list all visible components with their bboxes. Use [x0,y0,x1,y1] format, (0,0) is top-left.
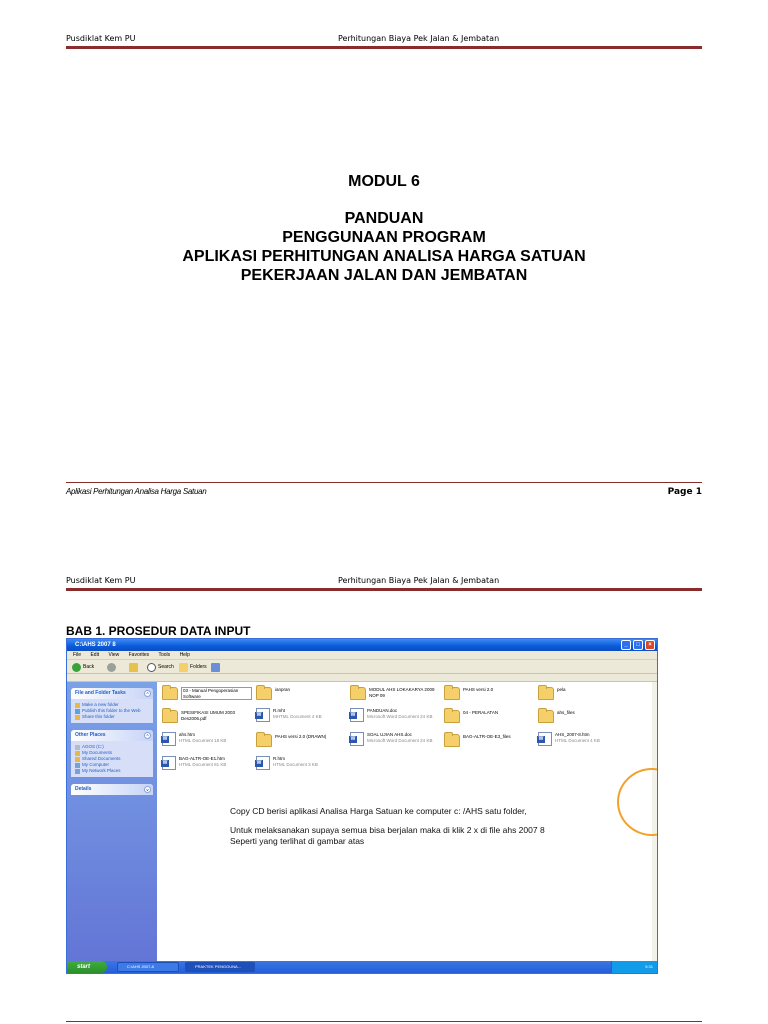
folder-icon [75,751,80,756]
place-my-documents[interactable]: My Documents [75,750,149,756]
folder-icon [444,687,460,700]
back-label: Back [83,664,95,670]
file-item[interactable]: ahs_files [538,710,628,723]
folder-icon [538,687,554,700]
file-item[interactable]: PAHS versi 2.0 [444,687,534,700]
task-pane [67,682,157,961]
file-item[interactable]: W ahs.htm HTML Document 18 KB [162,732,252,746]
maximize-icon[interactable]: □ [633,640,643,650]
chevron-down-icon[interactable]: v [144,786,151,793]
title-line-3: PENGGUNAAN PROGRAM [282,229,486,246]
place-shared-documents[interactable]: Shared Documents [75,756,149,762]
menu-tools[interactable]: Tools [158,652,171,658]
panel-title: File and Folder Tasks [75,690,126,696]
page-number: Page 1 [667,487,702,497]
publish-icon [75,709,80,714]
menu-view[interactable]: View [108,652,120,658]
computer-icon [75,763,80,768]
network-icon [75,769,80,774]
menu-favorites[interactable]: Favorites [128,652,150,658]
toolbar [67,660,657,674]
search-label: Search [158,664,174,670]
file-item[interactable]: W PANDUAN.doc Microsoft Word Document 24 KB [350,708,440,722]
panel-header[interactable] [71,784,153,795]
place-my-computer[interactable]: My Computer [75,762,149,768]
footer-left-text: Aplikasi Perhitungan Analisa Harga Satuan [66,487,207,496]
file-folder-tasks-panel [71,688,153,723]
header-left-text: Pusdiklat Kem PU [66,34,136,43]
footer-rule [66,1021,702,1022]
window-title: C:\AHS 2007 8 [75,642,116,648]
folder-icon [350,687,366,700]
taskbar-item-document[interactable]: PRAKTEK PENGGUNA... [185,962,255,972]
folder-icon [162,687,178,700]
folders-button[interactable] [179,662,207,672]
file-item-ahs-2007-8[interactable]: W AHS_2007-8.htm HTML Document 4 KB [538,732,628,746]
other-places-panel [71,730,153,777]
file-item[interactable]: PAHS versi 2.0 (DRAWN) [256,734,346,747]
word-document-icon [350,732,364,746]
start-button[interactable]: start [67,961,107,973]
section-heading: BAB 1. PROSEDUR DATA INPUT [66,624,251,638]
window-titlebar [67,639,657,651]
folders-icon [179,663,188,672]
panel-title: Details [75,786,92,792]
footer-rule [66,482,702,483]
file-item[interactable]: pela [538,687,628,700]
header-center-text: Perhitungan Biaya Pek Jalan & Jembatan [338,34,500,43]
forward-button[interactable] [107,662,116,672]
panel-title: Other Places [75,732,106,738]
file-item[interactable]: W BAG-ALTR-OE-E1.htm HTML Document 81 KB [162,756,252,770]
task-publish-web[interactable]: Publish this folder to the Web [75,708,149,714]
menu-help[interactable]: Help [179,652,190,658]
system-tray [611,961,657,973]
module-title [66,172,702,285]
file-item[interactable]: ianpran [256,687,346,700]
up-folder-button[interactable] [129,662,138,672]
forward-arrow-icon [107,663,116,672]
instruction-line-2: Untuk melaksanakan supaya semua bisa berjalan maka di klik 2 x di file ahs 2007 8 [230,825,545,835]
instruction-line-1: Copy CD berisi aplikasi Analisa Harga Satuan ke computer c: /AHS satu folder, [230,806,527,816]
word-document-icon [350,708,364,722]
details-panel [71,784,153,795]
explorer-screenshot [66,638,658,974]
drive-icon [75,745,80,750]
address-bar[interactable] [67,674,657,682]
chevron-up-icon[interactable]: ^ [144,732,151,739]
search-button[interactable] [147,662,174,672]
menu-edit[interactable]: Edit [90,652,100,658]
minimize-icon[interactable]: _ [621,640,631,650]
html-document-icon [162,732,176,746]
views-button[interactable] [211,662,220,672]
share-icon [75,715,80,720]
title-line-5: PEKERJAAN JALAN DAN JEMBATAN [240,267,528,284]
views-icon [211,663,220,672]
file-item[interactable]: SPESIFIKASI UMUM 2003 Des2006.pdf [162,710,252,723]
folder-icon [444,734,460,747]
title-line-4: APLIKASI PERHITUNGAN ANALISA HARGA SATUAN [182,248,586,265]
taskbar [67,961,657,973]
file-item[interactable]: BAG-ALTR-OE-E3_files [444,734,534,747]
panel-header[interactable] [71,730,153,741]
instruction-text [230,806,650,847]
folder-icon [162,710,178,723]
menu-bar [67,651,657,660]
folder-icon [256,687,272,700]
taskbar-item-explorer[interactable]: C:\AHS 2007-8 [117,962,179,972]
folder-icon [75,757,80,762]
folder-icon [444,710,460,723]
html-document-icon [162,756,176,770]
back-button[interactable] [72,662,94,672]
instruction-line-3: Seperti yang terlihat di gambar atas [230,836,365,846]
html-document-icon [256,756,270,770]
word-document-icon [256,708,270,722]
header-rule [66,46,702,49]
file-item[interactable]: W R.htm HTML Document 3 KB [256,756,346,770]
title-line-1: MODUL 6 [348,173,420,190]
folders-label: Folders [190,664,207,670]
back-arrow-icon [72,663,81,672]
html-document-icon [538,732,552,746]
place-drive-c[interactable]: AGOS (C:) [75,744,149,750]
header-left-text: Pusdiklat Kem PU [66,576,136,585]
file-item[interactable]: MODUL AHS LOKAKARYA 2009 NOP 09 [350,687,440,700]
header-rule [66,588,702,591]
file-item[interactable]: 03 - Manual Pengoperasian Software [162,687,252,700]
menu-file[interactable]: File [73,652,82,658]
chevron-up-icon[interactable]: ^ [144,690,151,697]
header-center-text: Perhitungan Biaya Pek Jalan & Jembatan [338,576,500,585]
folder-icon [538,710,554,723]
place-network[interactable]: My Network Places [75,768,149,774]
file-item[interactable]: 04 - PERALATAN [444,710,534,723]
new-folder-icon [75,703,80,708]
title-line-2: PANDUAN [344,210,424,227]
search-icon [147,663,156,672]
folder-icon [256,734,272,747]
task-share-folder[interactable]: Share this folder [75,714,149,720]
clock: 5:31 [645,964,653,969]
up-folder-icon [129,663,138,672]
task-make-folder[interactable]: Make a new folder [75,702,149,708]
file-item[interactable]: W R.mht MHTML Document 4 KB [256,708,346,722]
panel-header[interactable] [71,688,153,699]
close-icon[interactable]: × [645,640,655,650]
file-item[interactable]: W SOAL UJIAN AHS.doc Microsoft Word Document 24 KB [350,732,440,746]
